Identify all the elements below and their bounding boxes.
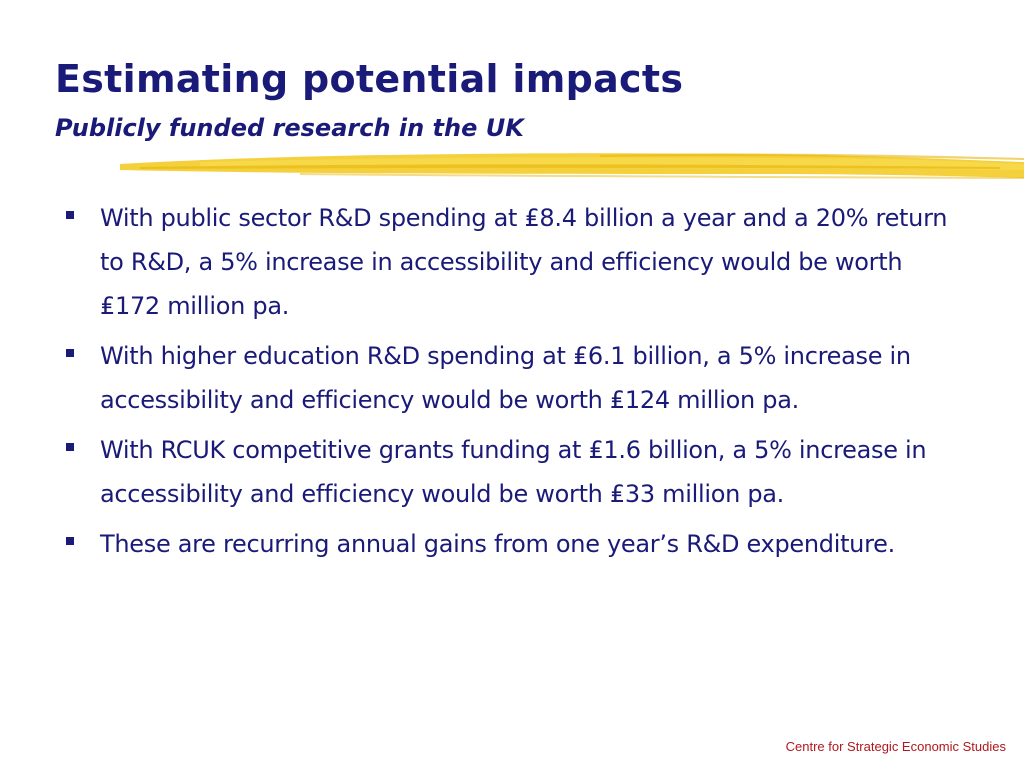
square-bullet-icon (66, 349, 74, 357)
square-bullet-icon (66, 443, 74, 451)
yellow-brush-stroke (0, 140, 1024, 190)
bullet-item (60, 196, 960, 328)
bullet-list (60, 196, 960, 572)
bullet-item (60, 334, 960, 422)
bullet-item (60, 428, 960, 516)
bullet-text: With public sector R&D spending at ₤8.4 billion a year and a 20% return to R&D, a 5% increase in accessibility and efficiency would be worth ₤172 million pa. (100, 204, 948, 320)
bullet-item (60, 522, 960, 566)
square-bullet-icon (66, 211, 74, 219)
bullet-text: These are recurring annual gains from one year’s R&D expenditure. (100, 530, 895, 558)
page-title: Estimating potential impacts (55, 57, 684, 101)
bullet-text: With higher education R&D spending at ₤6.1 billion, a 5% increase in accessibility and efficiency would be worth ₤124 million pa. (100, 342, 911, 414)
bullet-text: With RCUK competitive grants funding at ₤1.6 billion, a 5% increase in accessibility and efficiency would be worth ₤33 million pa. (100, 436, 927, 508)
footer-organization: Centre for Strategic Economic Studies (785, 739, 1006, 754)
page-subtitle: Publicly funded research in the UK (55, 114, 524, 142)
square-bullet-icon (66, 537, 74, 545)
